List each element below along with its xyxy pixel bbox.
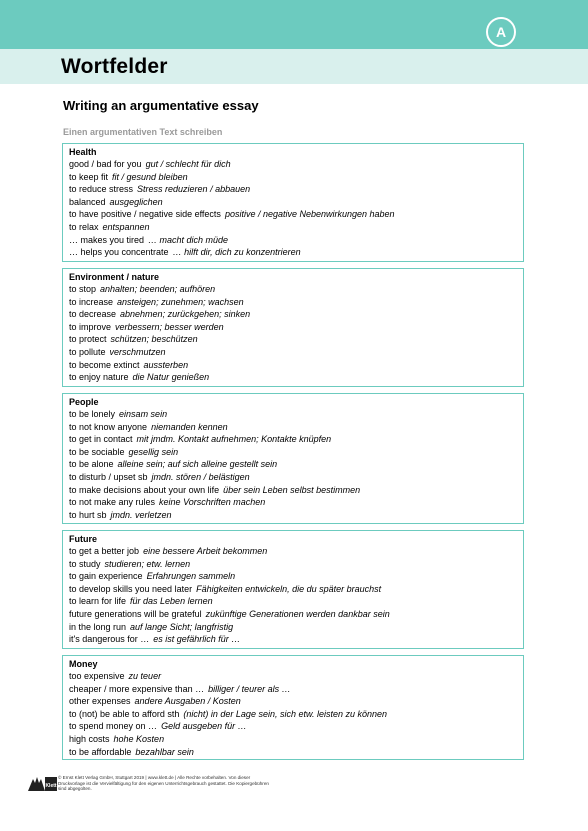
german-term: über sein Leben selbst bestimmen xyxy=(223,484,361,495)
german-term: gesellig sein xyxy=(128,446,179,457)
english-term: … helps you concentrate xyxy=(69,247,169,258)
german-term: verschmutzen xyxy=(109,346,166,357)
section-health xyxy=(62,143,524,262)
english-term: to have positive / negative side effects xyxy=(69,209,221,220)
vocab-row xyxy=(69,408,523,421)
english-term: to make decisions about your own life xyxy=(69,484,220,495)
vocab-row xyxy=(69,196,523,209)
page-subtitle-german: Einen argumentativen Text schreiben xyxy=(63,127,223,137)
german-term: studieren; etw. lernen xyxy=(104,558,191,569)
vocab-row xyxy=(69,246,523,259)
vocab-row xyxy=(69,621,523,634)
section-environment xyxy=(62,268,524,387)
german-term: keine Vorschriften machen xyxy=(159,497,266,508)
english-term: good / bad for you xyxy=(69,159,142,169)
section-future xyxy=(62,530,524,649)
german-term: bezahlbar sein xyxy=(135,746,194,757)
english-term: cheaper / more expensive than … xyxy=(69,683,205,694)
section-heading: Money xyxy=(69,659,98,669)
english-term: to study xyxy=(69,558,101,569)
vocab-row xyxy=(69,545,523,558)
german-term: Fähigkeiten entwickeln, die du später brauchst xyxy=(196,583,382,594)
german-term: zu teuer xyxy=(128,671,162,681)
german-term: einsam sein xyxy=(119,409,168,419)
copyright-text: © Ernst Klett Verlag GmbH, Stuttgart 2019 | www.klett.de | Alle Rechte vorbehalten. Von dieser Druckvorlage ist die Vervielfältigung für den eigenen Unterrichtsgebrauch gestattet. Die Kopiergebühren sind abgegolten. xyxy=(58,775,269,792)
klett-logo-icon xyxy=(25,773,59,795)
english-term: to reduce stress xyxy=(69,184,134,195)
vocab-row xyxy=(69,595,523,608)
english-term: to (not) be able to afford sth xyxy=(69,708,180,719)
german-term: Stress reduzieren / abbauen xyxy=(137,184,251,195)
vocab-row xyxy=(69,509,523,522)
english-term: to develop skills you need later xyxy=(69,583,193,594)
english-term: to stop xyxy=(69,284,97,294)
german-term: andere Ausgaben / Kosten xyxy=(134,696,241,707)
english-term: future generations will be grateful xyxy=(69,608,202,619)
german-term: Erfahrungen sammeln xyxy=(146,571,236,582)
english-term: too expensive xyxy=(69,671,125,681)
vocab-row xyxy=(69,283,523,296)
header-bar xyxy=(0,0,588,49)
english-term: to get a better job xyxy=(69,546,140,556)
german-term: fit / gesund bleiben xyxy=(112,171,188,182)
english-term: to get in contact xyxy=(69,434,133,445)
german-term: es ist gefährlich für … xyxy=(153,634,241,645)
german-term: … macht dich müde xyxy=(148,234,229,245)
english-term: to keep fit xyxy=(69,171,109,182)
section-heading: Future xyxy=(69,534,97,544)
vocab-row xyxy=(69,583,523,596)
german-term: anhalten; beenden; aufhören xyxy=(100,284,216,294)
section-people xyxy=(62,393,524,524)
german-term: hohe Kosten xyxy=(113,733,165,744)
german-term: Geld ausgeben für … xyxy=(161,721,247,732)
english-term: to enjoy nature xyxy=(69,372,129,383)
german-term: niemanden kennen xyxy=(151,421,228,432)
english-term: to increase xyxy=(69,296,114,307)
english-term: to be lonely xyxy=(69,409,116,419)
vocab-row xyxy=(69,633,523,646)
vocab-row xyxy=(69,670,523,683)
german-term: alleine sein; auf sich alleine gestellt sein xyxy=(117,459,278,470)
english-term: to pollute xyxy=(69,346,106,357)
german-term: (nicht) in der Lage sein, sich etw. leisten zu können xyxy=(183,708,388,719)
vocab-row xyxy=(69,321,523,334)
vocab-row xyxy=(69,496,523,509)
vocab-row xyxy=(69,158,523,171)
vocab-row xyxy=(69,183,523,196)
vocab-row xyxy=(69,421,523,434)
vocab-row xyxy=(69,733,523,746)
english-term: to not know anyone xyxy=(69,421,148,432)
vocab-row xyxy=(69,433,523,446)
vocab-row xyxy=(69,333,523,346)
vocab-row xyxy=(69,720,523,733)
german-term: mit jmdm. Kontakt aufnehmen; Kontakte knüpfen xyxy=(136,434,332,445)
vocab-row xyxy=(69,446,523,459)
english-term: to be alone xyxy=(69,459,114,470)
german-term: verbessern; besser werden xyxy=(115,321,224,332)
german-term: gut / schlecht für dich xyxy=(145,159,231,169)
vocab-row xyxy=(69,558,523,571)
svg-text:Klett: Klett xyxy=(45,783,57,789)
german-term: positive / negative Nebenwirkungen haben xyxy=(224,209,395,220)
vocab-row xyxy=(69,570,523,583)
section-heading: People xyxy=(69,397,99,407)
german-term: ansteigen; zunehmen; wachsen xyxy=(117,296,244,307)
section-heading: Environment / nature xyxy=(69,272,160,282)
vocab-row xyxy=(69,708,523,721)
english-term: to not make any rules xyxy=(69,497,156,508)
english-term: to gain experience xyxy=(69,571,143,582)
vocab-row xyxy=(69,471,523,484)
german-term: zukünftige Generationen werden dankbar sein xyxy=(205,608,390,619)
german-term: entspannen xyxy=(102,221,150,232)
german-term: die Natur genießen xyxy=(132,372,210,383)
vocab-row xyxy=(69,359,523,372)
english-term: to protect xyxy=(69,334,107,345)
vocab-row xyxy=(69,484,523,497)
section-money xyxy=(62,655,524,760)
german-term: jmdn. stören / belästigen xyxy=(151,471,250,482)
german-term: auf lange Sicht; langfristig xyxy=(130,621,234,632)
german-term: jmdn. verletzen xyxy=(110,509,172,520)
german-term: ausgeglichen xyxy=(109,196,163,207)
vocab-row xyxy=(69,683,523,696)
english-term: other expenses xyxy=(69,696,131,707)
english-term: in the long run xyxy=(69,621,127,632)
german-term: aussterben xyxy=(143,359,189,370)
english-term: to hurt sb xyxy=(69,509,107,520)
vocab-row xyxy=(69,695,523,708)
vocab-row xyxy=(69,458,523,471)
vocab-row xyxy=(69,746,523,759)
english-term: balanced xyxy=(69,196,106,207)
english-term: to learn for life xyxy=(69,596,127,607)
german-term: schützen; beschützen xyxy=(110,334,198,345)
german-term: eine bessere Arbeit bekommen xyxy=(143,546,268,556)
level-badge: A xyxy=(486,17,516,47)
english-term: it's dangerous for … xyxy=(69,634,150,645)
english-term: to decrease xyxy=(69,309,117,320)
page-subtitle: Writing an argumentative essay xyxy=(63,98,259,113)
english-term: to relax xyxy=(69,221,99,232)
german-term: für das Leben lernen xyxy=(130,596,213,607)
vocab-row xyxy=(69,371,523,384)
vocab-row xyxy=(69,608,523,621)
section-heading: Health xyxy=(69,147,97,157)
vocab-row xyxy=(69,234,523,247)
vocab-row xyxy=(69,346,523,359)
english-term: to disturb / upset sb xyxy=(69,471,148,482)
german-term: abnehmen; zurückgehen; sinken xyxy=(120,309,251,320)
vocab-row xyxy=(69,308,523,321)
english-term: to become extinct xyxy=(69,359,140,370)
vocab-row xyxy=(69,208,523,221)
page-title: Wortfelder xyxy=(61,55,168,78)
english-term: to improve xyxy=(69,321,112,332)
english-term: … makes you tired xyxy=(69,234,145,245)
english-term: to be sociable xyxy=(69,446,125,457)
vocab-row xyxy=(69,221,523,234)
german-term: billiger / teurer als … xyxy=(208,683,291,694)
vocab-row xyxy=(69,171,523,184)
english-term: to spend money on … xyxy=(69,721,158,732)
german-term: … hilft dir, dich zu konzentrieren xyxy=(172,247,301,258)
english-term: to be affordable xyxy=(69,746,132,757)
vocab-row xyxy=(69,296,523,309)
english-term: high costs xyxy=(69,733,110,744)
